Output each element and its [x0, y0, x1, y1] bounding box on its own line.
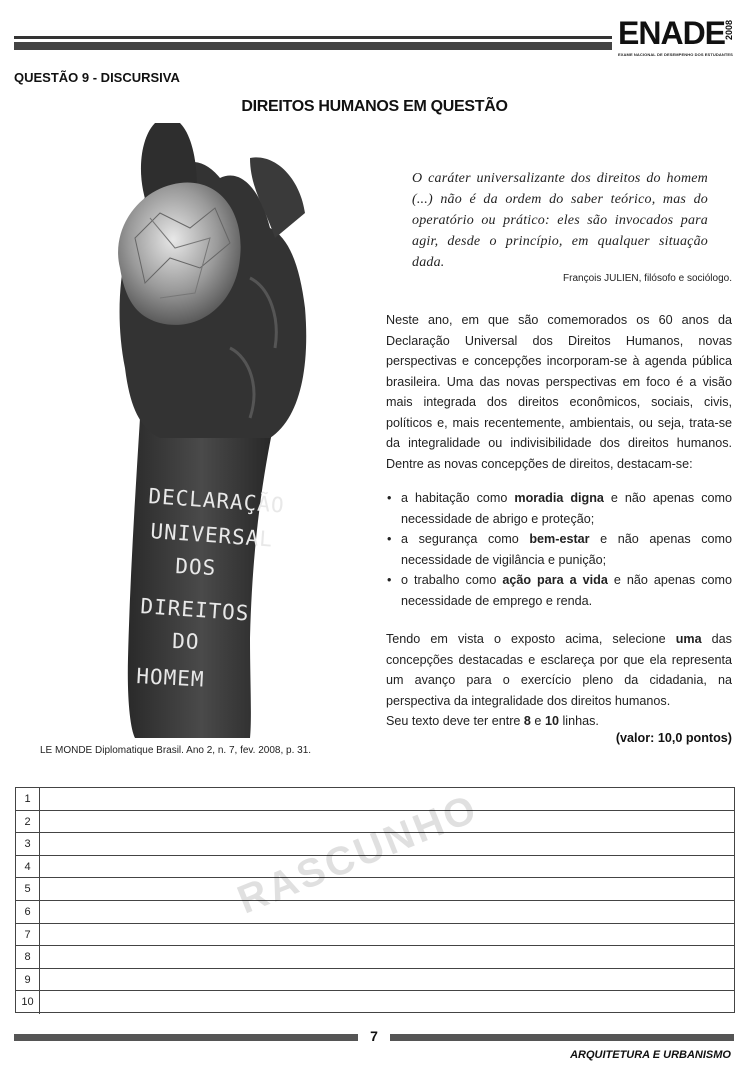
- course-name: ARQUITETURA E URBANISMO: [570, 1049, 731, 1061]
- line-number: 10: [16, 991, 40, 1014]
- answer-line[interactable]: [16, 878, 734, 901]
- line-number: 4: [16, 856, 40, 878]
- header-rule-thin: [14, 36, 612, 39]
- arm-text-line: DECLARAÇÃO: [147, 484, 286, 518]
- header-rule-thick: [14, 42, 612, 50]
- score-value: (valor: 10,0 pontos): [615, 731, 732, 745]
- question-label: QUESTÃO 9 - DISCURSIVA: [14, 70, 180, 85]
- line-number: 3: [16, 833, 40, 855]
- answer-line[interactable]: [16, 924, 734, 947]
- logo-year: 2008: [724, 20, 734, 41]
- line-number: 5: [16, 878, 40, 900]
- length-requirement: Seu texto deve ter entre 8 e 10 linhas.: [386, 714, 599, 728]
- answer-line[interactable]: [16, 969, 734, 992]
- line-number: 8: [16, 946, 40, 968]
- arm-text-line: HOMEM: [135, 664, 206, 692]
- logo-subtitle: EXAME NACIONAL DE DESEMPENHO DOS ESTUDANTES: [618, 52, 733, 57]
- enade-logo: [618, 14, 736, 56]
- page-title: DIREITOS HUMANOS EM QUESTÃO: [241, 98, 508, 115]
- logo-text: ENADE: [618, 15, 726, 51]
- epigraph-quote: O caráter universalizante dos direitos do homem (...) não é da ordem do saber teórico, mas do operatório ou prático: eles são invocados para agir, desde o princípio, em qualquer situação dada.: [412, 171, 708, 270]
- line-number: 7: [16, 924, 40, 946]
- draft-answer-grid[interactable]: [15, 787, 735, 1013]
- line-number: 9: [16, 969, 40, 991]
- draft-watermark: RASCUNHO: [231, 786, 485, 923]
- fist-illustration: [100, 118, 350, 740]
- footer-rule-right: [390, 1034, 734, 1041]
- line-number: 1: [16, 788, 40, 810]
- arm-text-line: DIREITOS: [139, 594, 251, 626]
- footer-rule-left: [14, 1034, 358, 1041]
- instruction-paragraph: Tendo em vista o exposto acima, selecione uma das concepções destacadas e esclareça por que ela representa um avanço para o exercício pleno da cidadania, na perspectiva da integralidade dos direitos humanos.: [386, 632, 732, 708]
- image-caption: LE MONDE Diplomatique Brasil. Ano 2, n. 7, fev. 2008, p. 31.: [40, 745, 312, 756]
- answer-line[interactable]: [16, 991, 734, 1014]
- arm-text-line: DO: [171, 629, 200, 654]
- intro-paragraph: Neste ano, em que são comemorados os 60 anos da Declaração Universal dos Direitos Humanos, novas perspectivas e concepções incorporam-se à agenda pública brasileira. Uma das novas perspectivas em foco é a visão mais integrada dos direitos econômicos, sociais, civis, políticos e, mais recentemente, ambientais, ou seja, trata-se da integralidade ou indivisibilidade dos direitos humanos. Dentre as novas concepções de direitos, destacam-se:: [386, 313, 732, 471]
- answer-line[interactable]: [16, 788, 734, 811]
- concepts-list: [386, 488, 732, 611]
- answer-line[interactable]: [16, 901, 734, 924]
- quote-author: François JULIEN, filósofo e sociólogo.: [563, 273, 732, 284]
- line-number: 2: [16, 811, 40, 833]
- list-item: • a habitação como moradia digna e não apenas como necessidade de abrigo e proteção;: [387, 491, 732, 526]
- list-item: • o trabalho como ação para a vida e não apenas como necessidade de emprego e renda.: [387, 573, 733, 608]
- line-number: 6: [16, 901, 40, 923]
- page-number: 7: [370, 1028, 378, 1044]
- arm-text-line: UNIVERSAL: [149, 519, 274, 552]
- answer-line[interactable]: [16, 946, 734, 969]
- list-item: • a segurança como bem-estar e não apenas como necessidade de vigilância e punição;: [387, 532, 733, 567]
- arm-text-line: DOS: [174, 554, 217, 581]
